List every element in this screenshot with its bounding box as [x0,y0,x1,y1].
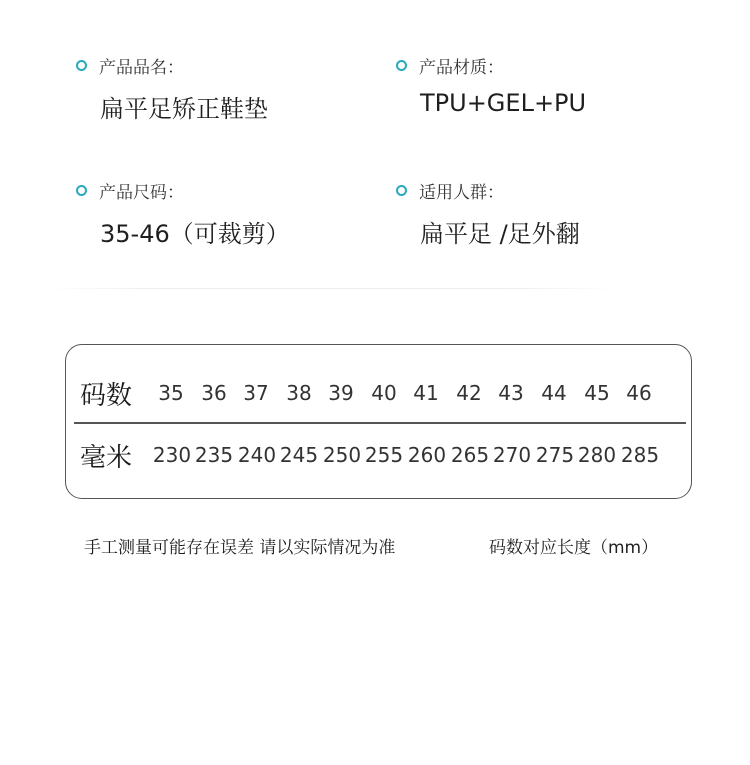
size-chart-table [65,344,692,499]
spec-target-users [396,178,580,249]
spec-product-name [76,53,268,124]
mm-cell: 285 [620,443,660,467]
spec-label: 产品品名： [99,57,184,78]
circle-bullet-icon [396,60,407,71]
spec-material [396,53,586,117]
size-row [66,373,691,413]
section-divider [45,288,620,289]
size-cell: 38 [286,381,312,405]
size-cell: 37 [243,381,269,405]
circle-bullet-icon [76,60,87,71]
row-label-mm: 毫米 [80,442,133,473]
footnote [84,533,659,558]
size-cell: 45 [584,381,610,405]
size-cell: 46 [626,381,652,405]
mm-cell: 235 [194,443,234,467]
spec-value: TPU+GEL+PU [420,89,587,117]
mm-cell: 240 [237,443,277,467]
table-caption: 码数对应长度（mm） [489,538,659,558]
size-cell: 39 [328,381,354,405]
size-cell: 42 [456,381,482,405]
mm-cell: 250 [322,443,362,467]
mm-cell: 270 [492,443,532,467]
mm-cell: 255 [364,443,404,467]
row-label-size: 码数 [80,380,133,411]
size-cell: 44 [541,381,567,405]
size-cell: 41 [413,381,439,405]
spec-size [76,178,290,249]
mm-cell: 265 [450,443,490,467]
spec-value: 35-46（可裁剪） [100,220,290,248]
mm-cell: 260 [407,443,447,467]
circle-bullet-icon [396,185,407,196]
mm-cell: 275 [535,443,575,467]
measurement-disclaimer: 手工测量可能存在误差 请以实际情况为准 [84,538,396,558]
size-cell: 36 [201,381,227,405]
mm-cell: 280 [577,443,617,467]
table-row-separator [74,422,686,424]
mm-row [66,435,691,475]
size-cell: 43 [498,381,524,405]
spec-label: 适用人群： [419,182,504,203]
size-cell: 40 [371,381,397,405]
spec-label: 产品材质： [419,57,504,78]
spec-value: 扁平足 /足外翻 [420,220,580,248]
spec-value: 扁平足矫正鞋垫 [100,95,268,123]
mm-cell: 230 [152,443,192,467]
size-cell: 35 [158,381,184,405]
circle-bullet-icon [76,185,87,196]
spec-label: 产品尺码： [99,182,184,203]
mm-cell: 245 [279,443,319,467]
